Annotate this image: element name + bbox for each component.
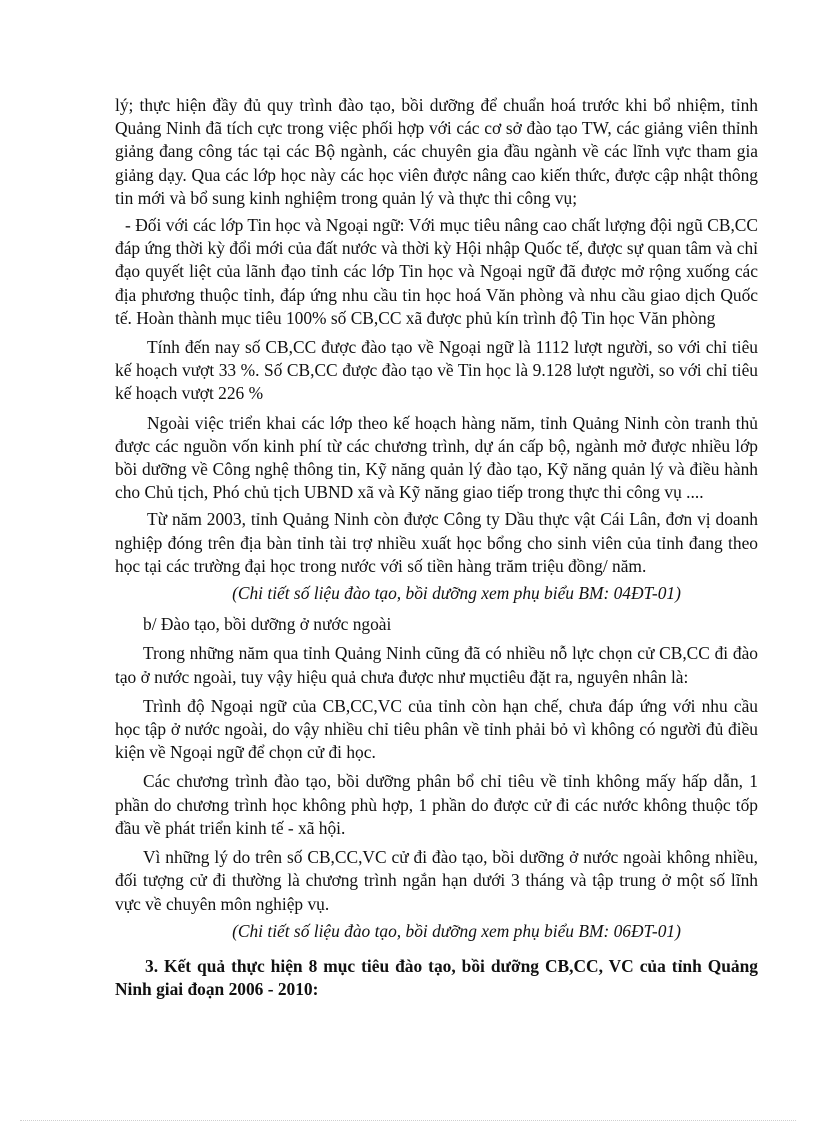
paragraph-program-appeal: Các chương trình đào tạo, bồi dưỡng phân bổ chỉ tiêu về tỉnh không mấy hấp dẫn, 1 phần do chương trình học không phù hợp, 1 phần do được cử đi các nước không thuộc tốp đầu về phát triển kinh tế - xã hội. [115,771,758,838]
paragraph-overseas-efforts: Trong những năm qua tỉnh Quảng Ninh cũng đã có nhiều nỗ lực chọn cử CB,CC đi đào tạo ở nước ngoài, tuy vậy hiệu quả chưa được như mụctiêu đặt ra, nguyên nhân là: [115,643,758,687]
paragraph-overseas-conclusion: Vì những lý do trên số CB,CC,VC cử đi đào tạo, bồi dưỡng ở nước ngoài không nhiều, đối tượng cử đi thường là chương trình ngắn hạn dưới 3 tháng và tập trung ở một số lĩnh vực về chuyên môn nghiệp vụ. [115,847,758,914]
caption-appendix-04: (Chi tiết số liệu đào tạo, bồi dưỡng xem phụ biểu BM: 04ĐT-01) [232,583,681,604]
section-heading-3: 3. Kết quả thực hiện 8 mục tiêu đào tạo, bồi dưỡng CB,CC, VC của tỉnh Quảng Ninh giai đoạn 2006 - 2010: [115,955,758,1000]
paragraph-language-limitation: Trình độ Ngoại ngữ của CB,CC,VC của tỉnh còn hạn chế, chưa đáp ứng với nhu cầu học tập ở nước ngoài, do vậy nhiều chỉ tiêu phân về tỉnh phải bỏ vì không có người đủ điều kiện về Ngoại ngữ để chọn cử đi học. [115,695,758,763]
paragraph-training-statistics: Tính đến nay số CB,CC được đào tạo về Ngoại ngữ là 1112 lượt người, so với chỉ tiêu kế hoạch vượt 33 %. Số CB,CC được đào tạo về Tin học là 9.128 lượt người, so với chỉ tiêu kế hoạch vượt 226 % [115,337,758,404]
paragraph-training-continuation: lý; thực hiện đầy đủ quy trình đào tạo, bồi dưỡng để chuẩn hoá trước khi bổ nhiệm, tỉnh Quảng Ninh đã tích cực trong việc phối hợp với các cơ sở đào tạo TW, các giảng viên thỉnh giảng đang công tác tại các Bộ ngành, các chuyên gia đầu ngành về các lĩnh vực tham gia giảng dạy. Qua các lớp học này các học viên được nâng cao kiến thức, được cập nhật thông tin mới và bổ sung kinh nghiệm trong quản lý và thực thi công vụ; [115,95,758,208]
paragraph-it-language-classes: - Đối với các lớp Tin học và Ngoại ngữ: Với mục tiêu nâng cao chất lượng đội ngũ CB,CC đáp ứng thời kỳ đổi mới của đất nước và thời kỳ Hội nhập Quốc tế, được sự quan tâm và chỉ đạo quyết liệt của lãnh đạo tỉnh các lớp Tin học và Ngoại ngữ đã được mở rộng xuống các địa phương thuộc tỉnh, đáp ứng nhu cầu tin học hoá Văn phòng và nhu cầu giao dịch Quốc tế. Hoàn thành mục tiêu 100% số CB,CC xã được phủ kín trình độ Tin học Văn phòng [115,215,758,328]
caption-appendix-06: (Chi tiết số liệu đào tạo, bồi dưỡng xem phụ biểu BM: 06ĐT-01) [232,920,681,941]
paragraph-scholarship: Từ năm 2003, tỉnh Quảng Ninh còn được Công ty Dầu thực vật Cái Lân, đơn vị doanh nghiệp đóng trên địa bàn tỉnh tài trợ nhiều xuất học bổng cho sinh viên của tỉnh đang theo học tại các trường đại học trong nước với số tiền hàng trăm triệu đồng/ năm. [115,509,758,576]
page-bottom-border [20,1120,796,1121]
paragraph-additional-funding: Ngoài việc triển khai các lớp theo kế hoạch hàng năm, tỉnh Quảng Ninh còn tranh thủ được các nguồn vốn kinh phí từ các chương trình, dự án cấp bộ, ngành mở được nhiều lớp bồi dưỡng về Công nghệ thông tin, Kỹ năng quản lý đào tạo, Kỹ năng quản lý và điều hành cho Chủ tịch, Phó chủ tịch UBND xã và Kỹ năng giao tiếp trong thực thi công vụ .... [115,412,758,503]
subheading-overseas-training: b/ Đào tạo, bồi dưỡng ở nước ngoài [143,614,392,635]
